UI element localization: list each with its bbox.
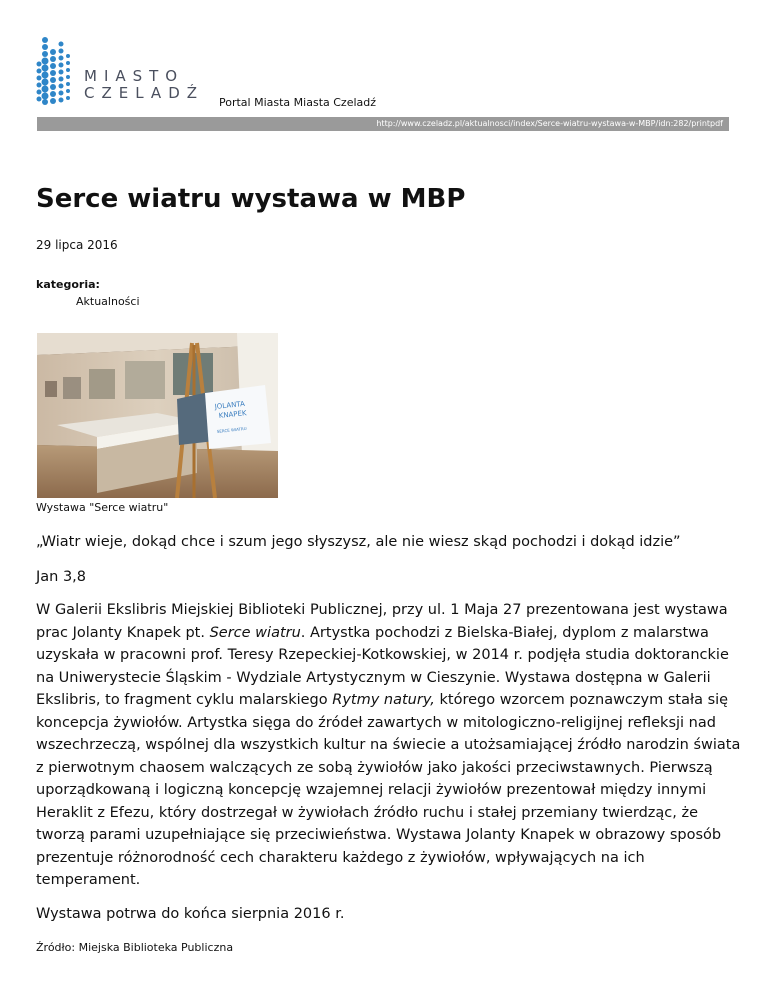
logo-line-1: MIASTO — [84, 67, 185, 85]
closing-note: Wystawa potrwa do końca sierpnia 2016 r. — [36, 906, 345, 922]
exhibition-photo — [37, 333, 278, 498]
category-label: kategoria: — [36, 278, 100, 291]
page-url[interactable]: http://www.czeladz.pl/aktualnosci/index/Serce-wiatru-wystawa-w-MBP/idn:282/printpdf — [376, 119, 723, 128]
quote-source: Jan 3,8 — [36, 569, 87, 585]
url-bar — [37, 117, 729, 131]
image-caption: Wystawa "Serce wiatru" — [36, 501, 169, 514]
logo-wordmark — [84, 68, 204, 102]
body-emphasis-title: Serce wiatru — [209, 624, 301, 641]
easel-sign-line-2: KNAPEK — [218, 409, 247, 420]
logo-line-2: CZELADŹ — [84, 84, 205, 102]
body-emphasis-cycle: Rytmy natury, — [332, 692, 435, 708]
body-text-3: którego wzorcem poznawczym stała się koncepcja żywiołów. Artystka sięga do źródeł zawartych w mitologiczno-religijnej refleksji nad wszechrzeczą, wspólnej dla wszystkich kultur na świecie a utożsamiającej źródło narodzin świata z pierwotnym chaosem walczących ze sobą żywiołów jako jakości przeciwstawnych. Pierwszą uporządkowaną i logiczną koncepcję wzajemnej relacji żywiołów prezentował między innymi Heraklit z Efezu, który dostrzegał w żywiołach źródło ruchu i stałej przemiany twierdząc, że tworzą parami uzupełniające się przeciwieństwa. Wystawa Jolanty Knapek w obrazowy sposób prezentuje różnorodność cech charakteru każdego z żywiołów, wpływających na ich temperament. — [36, 692, 741, 888]
easel-sign-line-3: SERCE WIATRU — [216, 425, 247, 434]
logo-dots-icon — [36, 36, 84, 108]
portal-name: Portal Miasta Miasta Czeladź — [219, 96, 377, 109]
body-text-2: . Artystka pochodzi z Bielska-Białej, dyplom z malarstwa uzyskała w pracowni prof. Teresy Rzepeckiej-Kotkowskiej, w 2014 r. podjęła studia doktoranckie na Uniwerystecie Śląskim - Wydziale Artystycznym w Cieszynie. Wystawa dostępna w Galerii Ekslibris, to fragment cyklu malarskiego — [36, 624, 729, 708]
article-body — [36, 599, 748, 892]
article-source: Źródło: Miejska Biblioteka Publiczna — [36, 941, 234, 954]
page-title: Serce wiatru wystawa w MBP — [36, 184, 466, 214]
city-logo — [36, 36, 226, 108]
easel-sign-line-1: JOLANTA — [214, 399, 246, 411]
category-value[interactable]: Aktualności — [76, 295, 140, 308]
body-text-1: W Galerii Ekslibris Miejskiej Biblioteki Publicznej, przy ul. 1 Maja 27 prezentowana jest wystawa prac Jolanty Knapek pt. — [36, 602, 728, 641]
bible-quote: „Wiatr wieje, dokąd chce i szum jego słyszysz, ale nie wiesz skąd pochodzi i dokąd idzie” — [36, 534, 681, 550]
publish-date: 29 lipca 2016 — [36, 238, 118, 252]
